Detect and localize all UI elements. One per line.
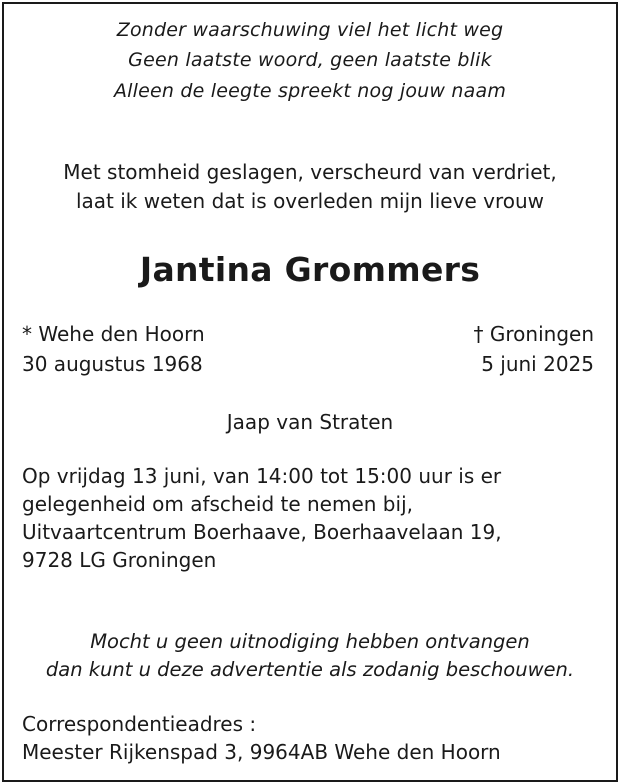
notice-line: dan kunt u deze advertentie als zodanig beschouwen. — [45, 658, 575, 681]
farewell-line: 9728 LG Groningen — [22, 548, 217, 572]
birth-place: * Wehe den Hoorn — [22, 322, 205, 346]
farewell-line: Op vrijdag 13 juni, van 14:00 tot 15:00 uur is er — [22, 464, 502, 488]
signatory: Jaap van Straten — [226, 410, 394, 434]
correspondence-address: Meester Rijkenspad 3, 9964AB Wehe den Hoorn — [22, 740, 501, 764]
intro-line: laat ik weten dat is overleden mijn lieve vrouw — [75, 189, 545, 213]
birth-date: 30 augustus 1968 — [22, 352, 203, 376]
death-place: † Groningen — [473, 322, 594, 346]
farewell-line: gelegenheid om afscheid te nemen bij, — [22, 492, 413, 516]
poem-line: Alleen de leegte spreekt nog jouw naam — [113, 80, 507, 102]
poem-line: Geen laatste woord, geen laatste blik — [128, 49, 492, 71]
notice-line: Mocht u geen uitnodiging hebben ontvangen — [90, 630, 530, 653]
deceased-name: Jantina Grommers — [139, 250, 481, 289]
death-date: 5 juni 2025 — [481, 352, 594, 376]
intro-line: Met stomheid geslagen, verscheurd van verdriet, — [63, 160, 557, 184]
correspondence-label: Correspondentieadres : — [22, 712, 257, 736]
poem-line: Zonder waarschuwing viel het licht weg — [116, 19, 504, 41]
farewell-line: Uitvaartcentrum Boerhaave, Boerhaavelaan 19, — [22, 520, 502, 544]
